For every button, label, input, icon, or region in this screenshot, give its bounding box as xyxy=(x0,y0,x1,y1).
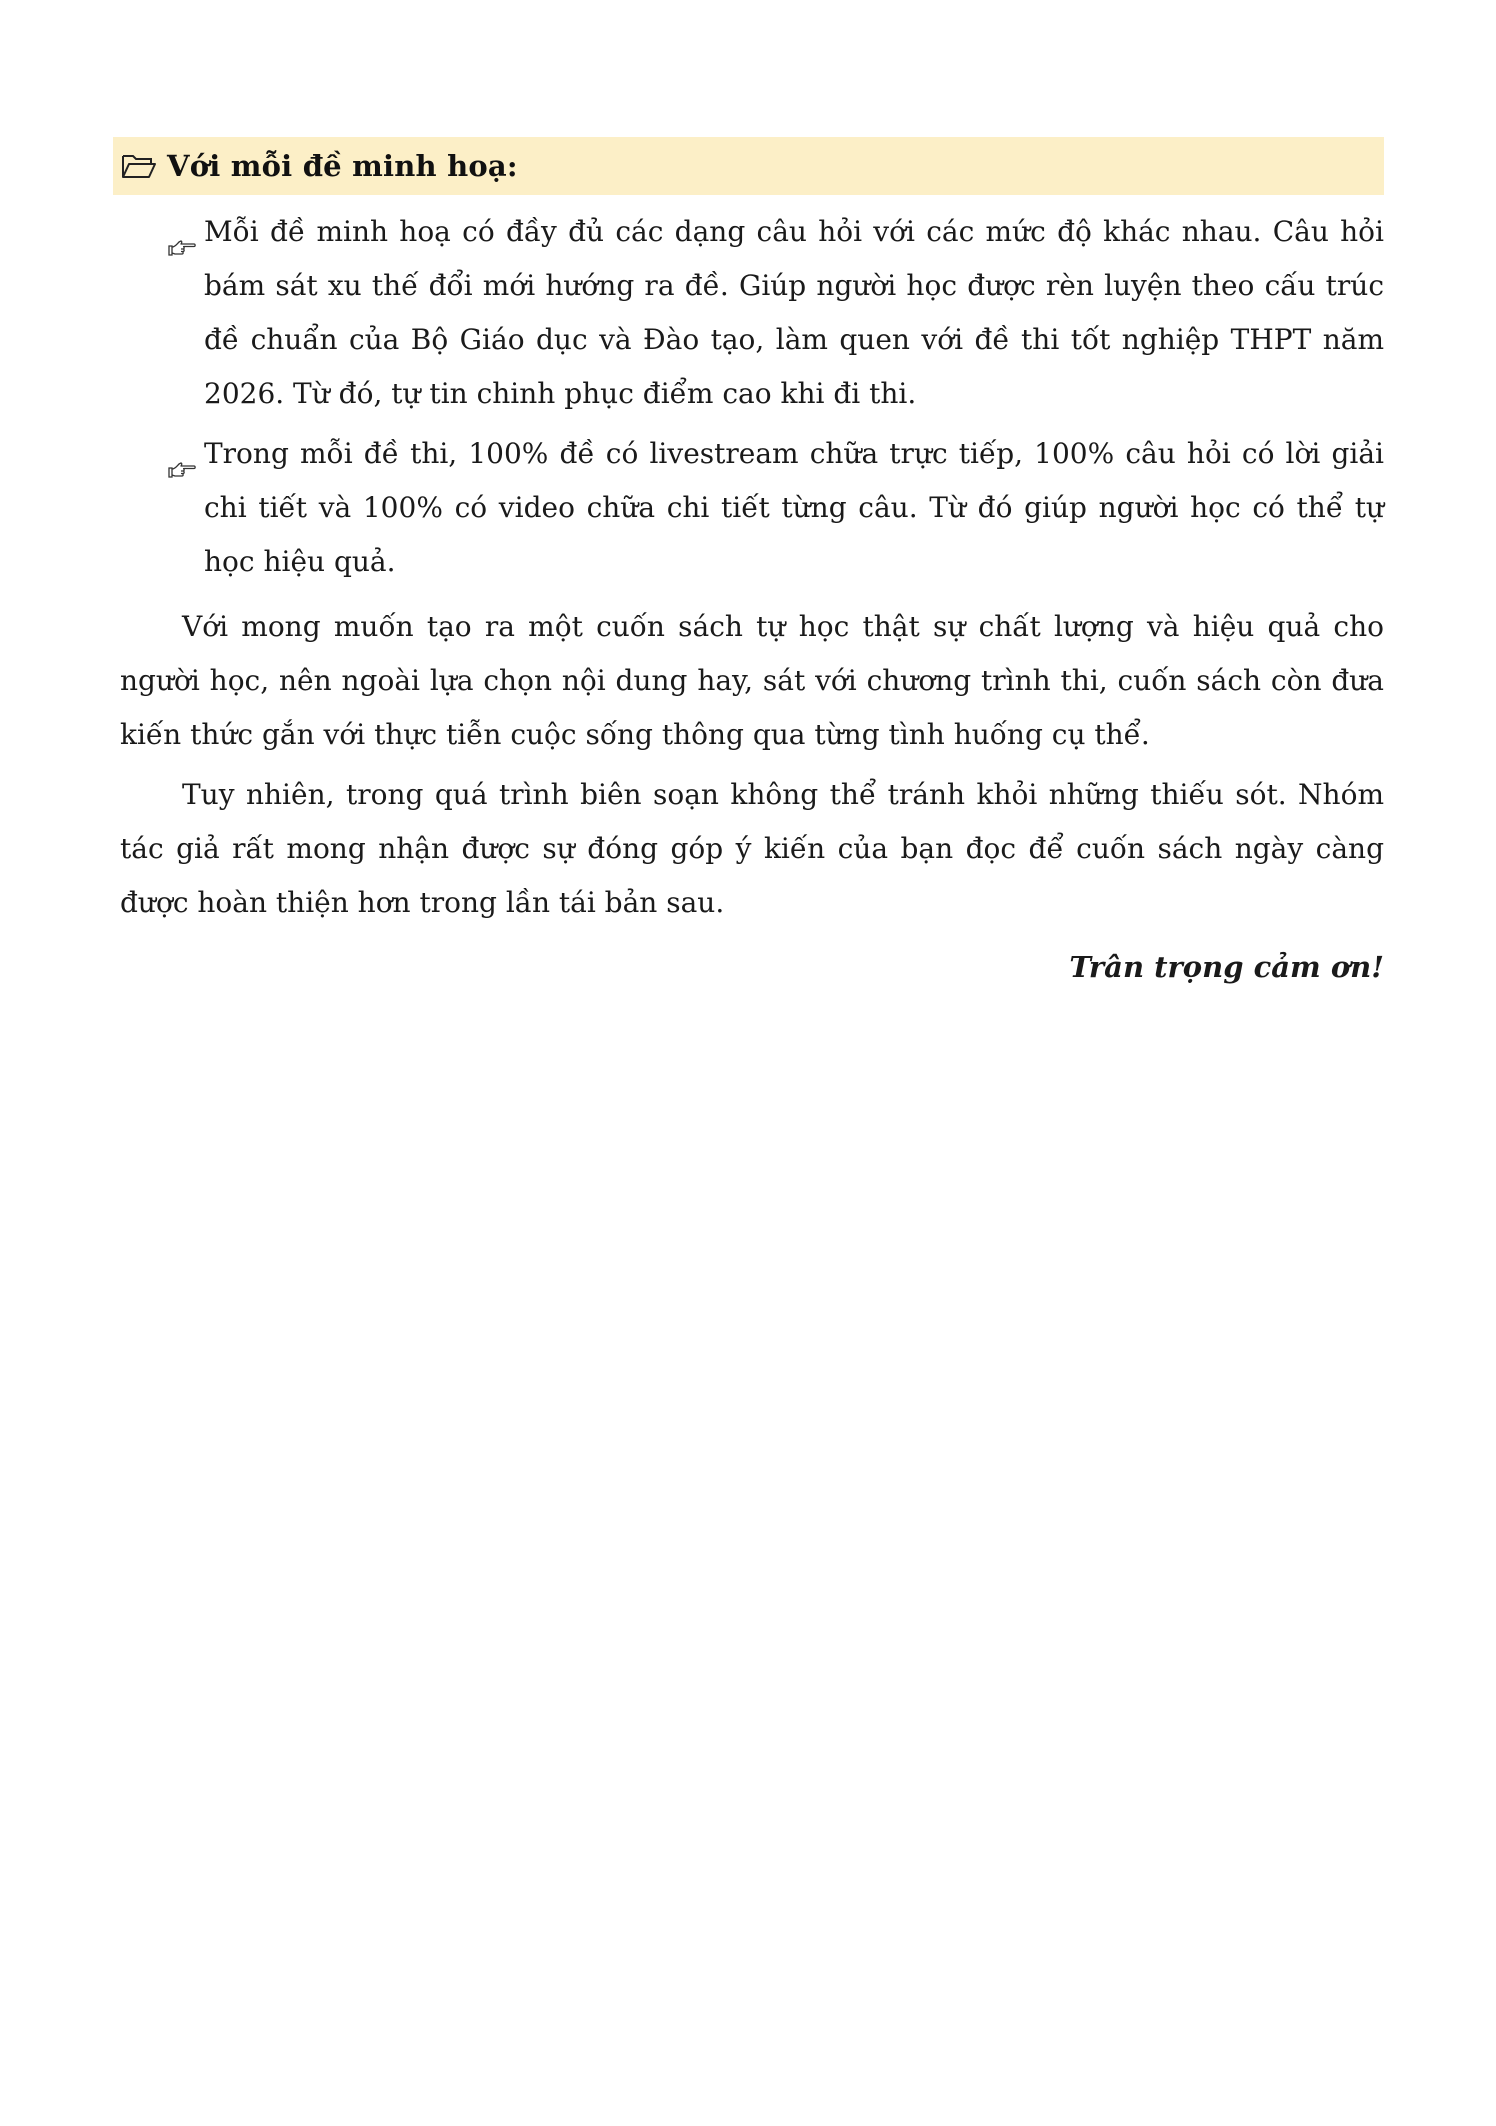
bullet-text: Trong mỗi đề thi, 100% đề có livestream chữa trực tiếp, 100% câu hỏi có lời giải chi tiết và 100% có video chữa chi tiết từng câu. Từ đó giúp người học có thể tự học hiệu quả. xyxy=(204,437,1384,578)
body-paragraph: Tuy nhiên, trong quá trình biên soạn không thể tránh khỏi những thiếu sót. Nhóm tác giả rất mong nhận được sự đóng góp ý kiến của bạn đọc để cuốn sách ngày càng được hoàn thiện hơn trong lần tái bản sau. xyxy=(120,778,1384,919)
bullet-text: Mỗi đề minh hoạ có đầy đủ các dạng câu hỏi với các mức độ khác nhau. Câu hỏi bám sát xu thế đổi mới hướng ra đề. Giúp người học được rèn luyện theo cấu trúc đề chuẩn của Bộ Giáo dục và Đào tạo, làm quen với đề thi tốt nghiệp THPT năm 2026. Từ đó, tự tin chinh phục điểm cao khi đi thi. xyxy=(204,215,1384,410)
list-item xyxy=(168,427,1384,589)
body-paragraph: Với mong muốn tạo ra một cuốn sách tự học thật sự chất lượng và hiệu quả cho người học, nên ngoài lựa chọn nội dung hay, sát với chương trình thi, cuốn sách còn đưa kiến thức gắn với thực tiễn cuộc sống thông qua từng tình huống cụ thể. xyxy=(120,610,1384,751)
bullet-list xyxy=(168,205,1384,595)
section-header xyxy=(113,137,1384,195)
open-folder-icon xyxy=(121,152,157,180)
pointing-hand-icon xyxy=(168,222,196,242)
section-title: Với mỗi đề minh hoạ: xyxy=(167,149,518,183)
closing-signoff: Trân trọng cảm ơn! xyxy=(1069,950,1384,984)
pointing-hand-icon xyxy=(168,444,196,464)
list-item xyxy=(168,205,1384,421)
